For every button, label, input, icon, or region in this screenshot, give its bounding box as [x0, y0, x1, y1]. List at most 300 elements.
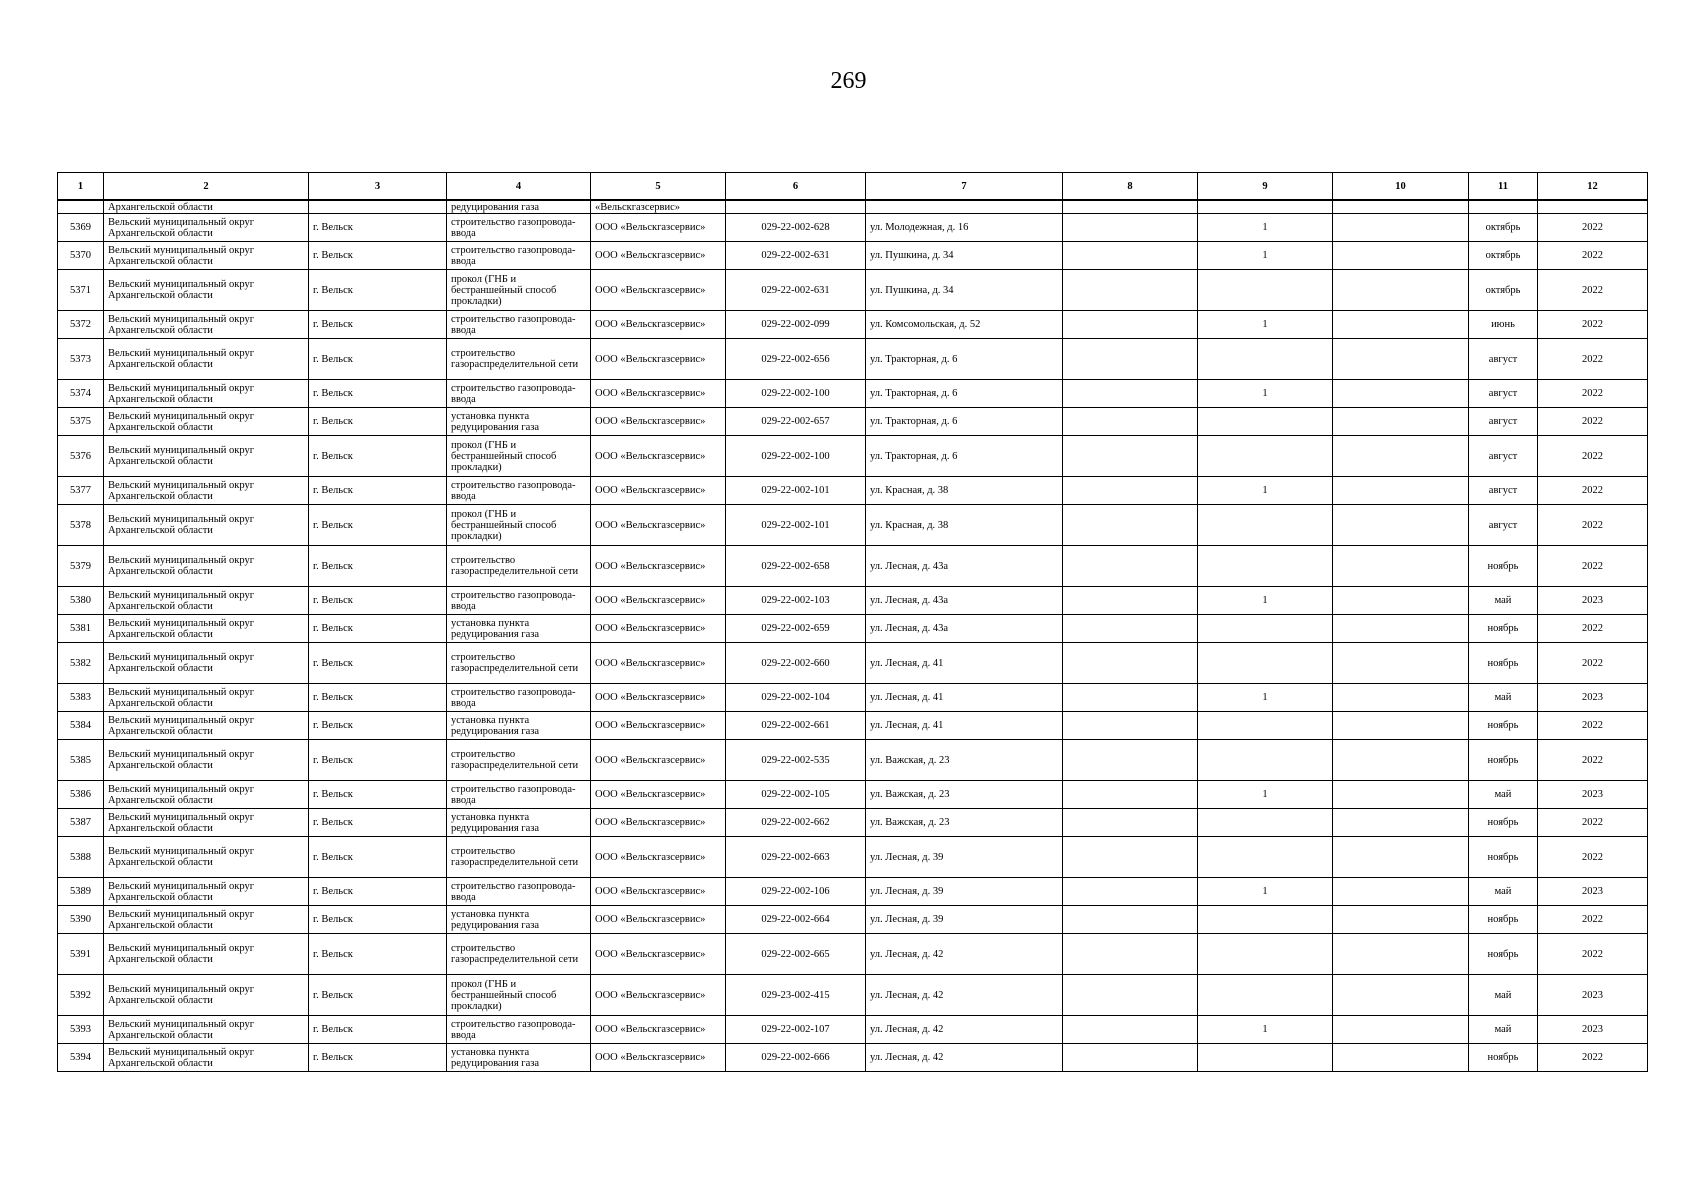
- table-cell: строительство газораспределительной сети: [447, 934, 591, 975]
- table-cell: г. Вельск: [309, 934, 447, 975]
- table-cell: [1333, 311, 1469, 339]
- table-cell: ул. Комсомольская, д. 52: [866, 311, 1063, 339]
- table-cell: ул. Лесная, д. 39: [866, 837, 1063, 878]
- table-cell: 5380: [58, 587, 104, 615]
- table-cell: ООО «Вельскгазсервис»: [591, 643, 726, 684]
- table-cell: 029-22-002-101: [726, 505, 866, 546]
- table-cell: [1333, 934, 1469, 975]
- table-cell: г. Вельск: [309, 1016, 447, 1044]
- table-cell: ноябрь: [1469, 837, 1538, 878]
- table-cell: 2023: [1538, 781, 1648, 809]
- table-cell: 2022: [1538, 408, 1648, 436]
- header-cell: 6: [726, 173, 866, 201]
- table-cell: ООО «Вельскгазсервис»: [591, 587, 726, 615]
- table-cell: ул. Тракторная, д. 6: [866, 380, 1063, 408]
- table-cell: [1333, 837, 1469, 878]
- table-cell: [1333, 546, 1469, 587]
- table-cell: г. Вельск: [309, 477, 447, 505]
- table-cell: 5391: [58, 934, 104, 975]
- table-cell: ноябрь: [1469, 906, 1538, 934]
- table-cell: [1333, 975, 1469, 1016]
- table-cell: г. Вельск: [309, 906, 447, 934]
- table-cell: редуцирования газа: [447, 200, 591, 214]
- table-cell: [1063, 878, 1198, 906]
- table-cell: 5370: [58, 242, 104, 270]
- table-cell: 029-22-002-105: [726, 781, 866, 809]
- table-cell: ул. Красная, д. 38: [866, 505, 1063, 546]
- table-cell: ООО «Вельскгазсервис»: [591, 1016, 726, 1044]
- table-cell: август: [1469, 380, 1538, 408]
- table-cell: Вельский муниципальный округ Архангельской области: [104, 1016, 309, 1044]
- table-cell: [1333, 505, 1469, 546]
- table-cell: 5393: [58, 1016, 104, 1044]
- table-cell: прокол (ГНБ и бестраншейный способ прокладки): [447, 505, 591, 546]
- table-cell: 5390: [58, 906, 104, 934]
- table-cell: 029-22-002-100: [726, 436, 866, 477]
- table-cell: [1063, 906, 1198, 934]
- table-cell: установка пункта редуцирования газа: [447, 809, 591, 837]
- table-row: [58, 380, 1648, 408]
- table-cell: 2023: [1538, 975, 1648, 1016]
- table-cell: [1333, 712, 1469, 740]
- table-cell: строительство газопровода-ввода: [447, 1016, 591, 1044]
- table-cell: [1198, 837, 1333, 878]
- table-cell: Вельский муниципальный округ Архангельской области: [104, 643, 309, 684]
- table-cell: август: [1469, 436, 1538, 477]
- table-cell: [1063, 643, 1198, 684]
- table-cell: август: [1469, 477, 1538, 505]
- table-cell: Вельский муниципальный округ Архангельской области: [104, 436, 309, 477]
- table-cell: 5377: [58, 477, 104, 505]
- table-cell: июнь: [1469, 311, 1538, 339]
- table-cell: 029-22-002-665: [726, 934, 866, 975]
- table-cell: установка пункта редуцирования газа: [447, 1044, 591, 1072]
- table-cell: [1063, 740, 1198, 781]
- table-cell: 2022: [1538, 270, 1648, 311]
- table-row: [58, 906, 1648, 934]
- table-cell: 5388: [58, 837, 104, 878]
- table-cell: ООО «Вельскгазсервис»: [591, 505, 726, 546]
- table-cell: ООО «Вельскгазсервис»: [591, 712, 726, 740]
- table-cell: 1: [1198, 781, 1333, 809]
- table-cell: строительство газораспределительной сети: [447, 740, 591, 781]
- table-cell: Вельский муниципальный округ Архангельской области: [104, 505, 309, 546]
- table-row: [58, 975, 1648, 1016]
- table-cell: 029-22-002-103: [726, 587, 866, 615]
- table-cell: [1333, 906, 1469, 934]
- table-row: [58, 643, 1648, 684]
- table-cell: ноябрь: [1469, 809, 1538, 837]
- table-cell: строительство газораспределительной сети: [447, 643, 591, 684]
- carry-over-row: [58, 200, 1648, 214]
- table-cell: г. Вельск: [309, 311, 447, 339]
- page-number: 269: [830, 68, 867, 94]
- table-cell: Вельский муниципальный округ Архангельской области: [104, 587, 309, 615]
- table-cell: ООО «Вельскгазсервис»: [591, 214, 726, 242]
- table-cell: август: [1469, 408, 1538, 436]
- table-cell: г. Вельск: [309, 975, 447, 1016]
- table-cell: строительство газопровода-ввода: [447, 242, 591, 270]
- table-cell: строительство газопровода-ввода: [447, 878, 591, 906]
- table-cell: строительство газопровода-ввода: [447, 781, 591, 809]
- table-cell: строительство газопровода-ввода: [447, 684, 591, 712]
- table-cell: 1: [1198, 684, 1333, 712]
- table-cell: 029-22-002-657: [726, 408, 866, 436]
- table-cell: ул. Лесная, д. 39: [866, 906, 1063, 934]
- table-cell: [1198, 339, 1333, 380]
- table-cell: ул. Лесная, д. 41: [866, 712, 1063, 740]
- table-cell: 5383: [58, 684, 104, 712]
- table-cell: [1063, 436, 1198, 477]
- table-cell: [1333, 1016, 1469, 1044]
- table-cell: 2022: [1538, 339, 1648, 380]
- table-cell: строительство газопровода-ввода: [447, 380, 591, 408]
- table-cell: 5369: [58, 214, 104, 242]
- table-cell: Вельский муниципальный округ Архангельской области: [104, 906, 309, 934]
- table-cell: [1333, 270, 1469, 311]
- table-cell: [1333, 1044, 1469, 1072]
- header-cell: 3: [309, 173, 447, 201]
- table-cell: май: [1469, 781, 1538, 809]
- table-cell: ул. Тракторная, д. 6: [866, 408, 1063, 436]
- table-cell: ул. Важская, д. 23: [866, 809, 1063, 837]
- table-cell: [1469, 200, 1538, 214]
- table-cell: ул. Пушкина, д. 34: [866, 242, 1063, 270]
- table-cell: [1333, 436, 1469, 477]
- table-cell: Вельский муниципальный округ Архангельской области: [104, 477, 309, 505]
- table-cell: Вельский муниципальный округ Архангельской области: [104, 712, 309, 740]
- table-cell: 2022: [1538, 380, 1648, 408]
- table-cell: [1063, 809, 1198, 837]
- table-cell: строительство газопровода-ввода: [447, 311, 591, 339]
- table-cell: ул. Пушкина, д. 34: [866, 270, 1063, 311]
- table-cell: Вельский муниципальный округ Архангельской области: [104, 740, 309, 781]
- table-cell: [1333, 587, 1469, 615]
- table-cell: ООО «Вельскгазсервис»: [591, 311, 726, 339]
- table-cell: [866, 200, 1063, 214]
- table-cell: ноябрь: [1469, 740, 1538, 781]
- table-row: [58, 684, 1648, 712]
- table-cell: 029-22-002-104: [726, 684, 866, 712]
- table-cell: Вельский муниципальный округ Архангельской области: [104, 975, 309, 1016]
- table-cell: [1198, 270, 1333, 311]
- table-cell: 2022: [1538, 740, 1648, 781]
- table-cell: Вельский муниципальный округ Архангельской области: [104, 242, 309, 270]
- table-cell: 5387: [58, 809, 104, 837]
- table-cell: ул. Лесная, д. 43а: [866, 615, 1063, 643]
- table-cell: Вельский муниципальный округ Архангельской области: [104, 615, 309, 643]
- table-cell: 2022: [1538, 615, 1648, 643]
- table-cell: 5389: [58, 878, 104, 906]
- table-cell: [1063, 684, 1198, 712]
- table-cell: ул. Лесная, д. 42: [866, 1016, 1063, 1044]
- table-cell: [1333, 477, 1469, 505]
- table-cell: Вельский муниципальный округ Архангельской области: [104, 270, 309, 311]
- table-row: [58, 214, 1648, 242]
- table-cell: ООО «Вельскгазсервис»: [591, 837, 726, 878]
- table-cell: [1063, 837, 1198, 878]
- table-cell: 2022: [1538, 242, 1648, 270]
- table-cell: установка пункта редуцирования газа: [447, 408, 591, 436]
- table-cell: Вельский муниципальный округ Архангельской области: [104, 380, 309, 408]
- table-cell: 029-22-002-631: [726, 242, 866, 270]
- header-row: [58, 173, 1648, 201]
- table-cell: ул. Лесная, д. 41: [866, 684, 1063, 712]
- table-cell: 5385: [58, 740, 104, 781]
- header-cell: 5: [591, 173, 726, 201]
- table-cell: Вельский муниципальный округ Архангельской области: [104, 311, 309, 339]
- table-cell: г. Вельск: [309, 809, 447, 837]
- table-cell: 029-22-002-535: [726, 740, 866, 781]
- table-cell: 5373: [58, 339, 104, 380]
- table-cell: 5394: [58, 1044, 104, 1072]
- table-cell: г. Вельск: [309, 270, 447, 311]
- table-cell: [1333, 781, 1469, 809]
- table-cell: ул. Тракторная, д. 6: [866, 339, 1063, 380]
- table-cell: [1333, 643, 1469, 684]
- table-cell: ООО «Вельскгазсервис»: [591, 615, 726, 643]
- table-cell: ООО «Вельскгазсервис»: [591, 809, 726, 837]
- table-cell: строительство газопровода-ввода: [447, 587, 591, 615]
- table-cell: 2023: [1538, 587, 1648, 615]
- table-cell: 5372: [58, 311, 104, 339]
- table-cell: 2022: [1538, 477, 1648, 505]
- table-cell: ООО «Вельскгазсервис»: [591, 1044, 726, 1072]
- table-cell: г. Вельск: [309, 242, 447, 270]
- table-cell: ноябрь: [1469, 934, 1538, 975]
- table-cell: ООО «Вельскгазсервис»: [591, 546, 726, 587]
- table-cell: [1198, 546, 1333, 587]
- table-cell: установка пункта редуцирования газа: [447, 906, 591, 934]
- table-cell: строительство газопровода-ввода: [447, 214, 591, 242]
- table-cell: Вельский муниципальный округ Архангельской области: [104, 339, 309, 380]
- table-cell: ООО «Вельскгазсервис»: [591, 408, 726, 436]
- table-cell: [1063, 781, 1198, 809]
- table-cell: [1198, 934, 1333, 975]
- table-cell: ООО «Вельскгазсервис»: [591, 270, 726, 311]
- table-cell: [1063, 311, 1198, 339]
- table-cell: прокол (ГНБ и бестраншейный способ прокладки): [447, 975, 591, 1016]
- table-cell: ноябрь: [1469, 643, 1538, 684]
- table-cell: г. Вельск: [309, 643, 447, 684]
- table-cell: октябрь: [1469, 214, 1538, 242]
- table-cell: 029-23-002-415: [726, 975, 866, 1016]
- table-cell: [1198, 200, 1333, 214]
- table-cell: г. Вельск: [309, 1044, 447, 1072]
- table-cell: 029-22-002-666: [726, 1044, 866, 1072]
- table-cell: ООО «Вельскгазсервис»: [591, 781, 726, 809]
- table-cell: 5375: [58, 408, 104, 436]
- table-cell: 029-22-002-656: [726, 339, 866, 380]
- table-cell: ООО «Вельскгазсервис»: [591, 906, 726, 934]
- table-row: [58, 339, 1648, 380]
- table-cell: май: [1469, 878, 1538, 906]
- table-cell: 1: [1198, 878, 1333, 906]
- table-cell: прокол (ГНБ и бестраншейный способ прокладки): [447, 436, 591, 477]
- table-cell: 5386: [58, 781, 104, 809]
- table-cell: ул. Красная, д. 38: [866, 477, 1063, 505]
- table-cell: [1063, 712, 1198, 740]
- header-cell: 8: [1063, 173, 1198, 201]
- table-cell: [1198, 408, 1333, 436]
- table-cell: Вельский муниципальный округ Архангельской области: [104, 934, 309, 975]
- table-cell: [1333, 339, 1469, 380]
- table-cell: [1063, 546, 1198, 587]
- table-row: [58, 1044, 1648, 1072]
- table-cell: октябрь: [1469, 270, 1538, 311]
- table-cell: Вельский муниципальный округ Архангельской области: [104, 837, 309, 878]
- table-cell: ноябрь: [1469, 615, 1538, 643]
- table-cell: октябрь: [1469, 242, 1538, 270]
- table-cell: [1063, 587, 1198, 615]
- table-cell: 2022: [1538, 643, 1648, 684]
- table-cell: 1: [1198, 1016, 1333, 1044]
- table-cell: Архангельской области: [104, 200, 309, 214]
- table-cell: г. Вельск: [309, 587, 447, 615]
- table-cell: 2022: [1538, 311, 1648, 339]
- table-cell: [1333, 809, 1469, 837]
- table-cell: май: [1469, 975, 1538, 1016]
- table-cell: «Вельскгазсервис»: [591, 200, 726, 214]
- table-cell: г. Вельск: [309, 781, 447, 809]
- table-cell: [1198, 615, 1333, 643]
- table-cell: 2022: [1538, 934, 1648, 975]
- table-cell: [1198, 975, 1333, 1016]
- table-cell: ООО «Вельскгазсервис»: [591, 934, 726, 975]
- table-cell: [1333, 684, 1469, 712]
- table-cell: ул. Лесная, д. 42: [866, 934, 1063, 975]
- table-cell: Вельский муниципальный округ Архангельской области: [104, 809, 309, 837]
- table-cell: [309, 200, 447, 214]
- table-cell: ул. Важская, д. 23: [866, 740, 1063, 781]
- table-cell: г. Вельск: [309, 380, 447, 408]
- table-cell: ООО «Вельскгазсервис»: [591, 477, 726, 505]
- table-cell: Вельский муниципальный округ Архангельской области: [104, 878, 309, 906]
- table-cell: ООО «Вельскгазсервис»: [591, 878, 726, 906]
- table-cell: [1063, 1044, 1198, 1072]
- table-row: [58, 505, 1648, 546]
- table-cell: май: [1469, 684, 1538, 712]
- table-cell: 2022: [1538, 505, 1648, 546]
- table-cell: [1063, 975, 1198, 1016]
- table-cell: 029-22-002-658: [726, 546, 866, 587]
- table-cell: г. Вельск: [309, 214, 447, 242]
- table-cell: прокол (ГНБ и бестраншейный способ прокладки): [447, 270, 591, 311]
- table-cell: 1: [1198, 214, 1333, 242]
- table-cell: ул. Лесная, д. 42: [866, 975, 1063, 1016]
- table-cell: ул. Лесная, д. 43а: [866, 546, 1063, 587]
- table-row: [58, 270, 1648, 311]
- table-cell: [1198, 436, 1333, 477]
- table-cell: ООО «Вельскгазсервис»: [591, 740, 726, 781]
- table-cell: ООО «Вельскгазсервис»: [591, 380, 726, 408]
- table-cell: строительство газопровода-ввода: [447, 477, 591, 505]
- table-cell: г. Вельск: [309, 740, 447, 781]
- table-row: [58, 477, 1648, 505]
- table-row: [58, 1016, 1648, 1044]
- table-cell: [1063, 200, 1198, 214]
- table-cell: май: [1469, 587, 1538, 615]
- table-cell: ноябрь: [1469, 712, 1538, 740]
- table-cell: [1333, 740, 1469, 781]
- table-row: [58, 242, 1648, 270]
- table-row: [58, 408, 1648, 436]
- table-cell: [1063, 505, 1198, 546]
- table-cell: 1: [1198, 242, 1333, 270]
- table-cell: 2023: [1538, 684, 1648, 712]
- header-cell: 1: [58, 173, 104, 201]
- table-row: [58, 809, 1648, 837]
- table-cell: 029-22-002-101: [726, 477, 866, 505]
- table-cell: [1333, 615, 1469, 643]
- table-cell: 2022: [1538, 436, 1648, 477]
- table-cell: [1063, 408, 1198, 436]
- table-cell: Вельский муниципальный округ Архангельской области: [104, 1044, 309, 1072]
- table-cell: г. Вельск: [309, 408, 447, 436]
- table-cell: [1538, 200, 1648, 214]
- table-cell: ООО «Вельскгазсервис»: [591, 436, 726, 477]
- table-row: [58, 311, 1648, 339]
- table-cell: 5371: [58, 270, 104, 311]
- table-cell: 2022: [1538, 214, 1648, 242]
- table-cell: г. Вельск: [309, 546, 447, 587]
- table-cell: [1333, 878, 1469, 906]
- table-cell: [1063, 339, 1198, 380]
- table-cell: [1063, 1016, 1198, 1044]
- table-cell: [58, 200, 104, 214]
- table-cell: г. Вельск: [309, 684, 447, 712]
- table-row: [58, 934, 1648, 975]
- table-cell: Вельский муниципальный округ Архангельской области: [104, 408, 309, 436]
- table-cell: [1198, 906, 1333, 934]
- table-cell: 029-22-002-661: [726, 712, 866, 740]
- table-cell: установка пункта редуцирования газа: [447, 712, 591, 740]
- table-cell: [1063, 934, 1198, 975]
- table-cell: ул. Лесная, д. 39: [866, 878, 1063, 906]
- table-cell: 1: [1198, 587, 1333, 615]
- table-row: [58, 740, 1648, 781]
- table-cell: ул. Важская, д. 23: [866, 781, 1063, 809]
- table-cell: 1: [1198, 380, 1333, 408]
- header-cell: 2: [104, 173, 309, 201]
- table-cell: [1063, 214, 1198, 242]
- table-cell: август: [1469, 339, 1538, 380]
- table-cell: [1063, 270, 1198, 311]
- header-cell: 4: [447, 173, 591, 201]
- table-row: [58, 712, 1648, 740]
- table-cell: август: [1469, 505, 1538, 546]
- table-cell: 1: [1198, 311, 1333, 339]
- table-cell: [1333, 214, 1469, 242]
- header-cell: 9: [1198, 173, 1333, 201]
- table-cell: [1198, 1044, 1333, 1072]
- table-row: [58, 546, 1648, 587]
- table-row: [58, 837, 1648, 878]
- table-cell: ноябрь: [1469, 1044, 1538, 1072]
- table-row: [58, 615, 1648, 643]
- table-row: [58, 587, 1648, 615]
- table-cell: 5381: [58, 615, 104, 643]
- table-cell: [1063, 242, 1198, 270]
- table-cell: 029-22-002-100: [726, 380, 866, 408]
- table-cell: г. Вельск: [309, 837, 447, 878]
- table-cell: г. Вельск: [309, 505, 447, 546]
- table-cell: 5378: [58, 505, 104, 546]
- table-cell: [1333, 242, 1469, 270]
- table-row: [58, 878, 1648, 906]
- table-cell: 5376: [58, 436, 104, 477]
- table-cell: [1198, 643, 1333, 684]
